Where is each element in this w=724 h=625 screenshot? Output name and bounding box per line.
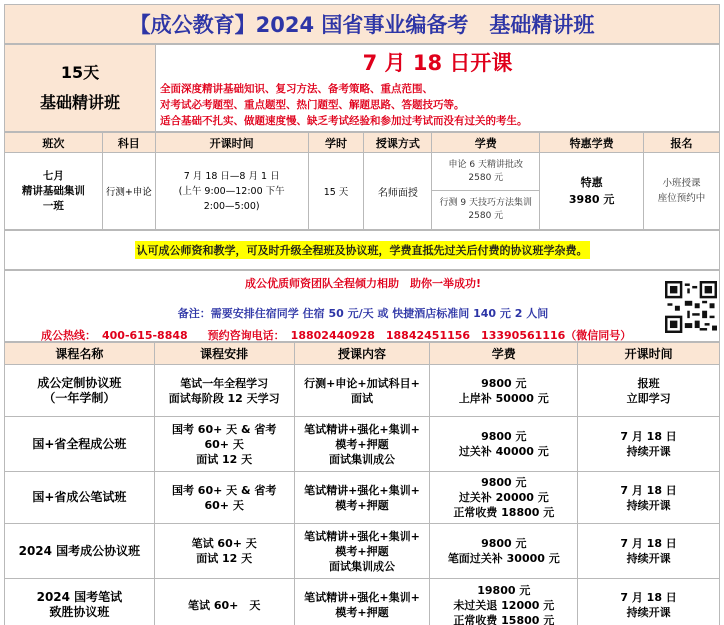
course-summary: [4, 44, 720, 132]
table-row: [5, 579, 720, 625]
course-plan-cell: 国考 60+ 天 & 省考 60+ 天: [154, 472, 294, 524]
contact-line: [41, 327, 631, 343]
course-fee-cell: 9800 元 过关补 20000 元 正常收费 18800 元: [430, 472, 578, 524]
course-name-cell: 成公定制协议班 （一年学制）: [5, 365, 155, 417]
description-line: 适合基础不扎实、做题速度慢、缺乏考试经验和参加过考试而没有过关的考生。: [160, 115, 528, 127]
fee-option: 行测 9 天技巧方法集训 2580 元: [439, 198, 532, 221]
class-cell: 七月 精讲基础集训 一班: [5, 153, 103, 230]
accommodation-note: 备注：需要安排住宿同学 住宿 50 元/天 或 快捷酒店标准间 140 元 2 人间: [177, 307, 549, 320]
consult-phones[interactable]: 18802440928 18842451156 13390561116（微信同号）: [290, 329, 632, 342]
header-cell: 学费: [432, 133, 540, 153]
course-table-header: [5, 343, 720, 365]
course-name-cell: 2024 国考笔试 致胜协议班: [5, 579, 155, 625]
class-table-header: [5, 133, 720, 153]
fee-option: 申论 6 天精讲批改 2580 元: [432, 153, 539, 191]
qr-code-icon: [665, 281, 717, 333]
table-row: [5, 417, 720, 472]
team-slogan: 成公优质师资团队全程倾力相助 助你一举成功!: [244, 277, 481, 290]
course-fee-cell: 9800 元 过关补 40000 元: [430, 417, 578, 472]
course-plan-cell: 笔试 60+ 天: [154, 579, 294, 625]
fee-cell: [432, 153, 540, 230]
hotline-number[interactable]: 400-615-8848: [102, 329, 188, 342]
course-content-cell: 笔试精讲+强化+集训+ 模考+押题 面试集训成公: [294, 524, 430, 579]
course-fee-cell: 9800 元 上岸补 50000 元: [430, 365, 578, 417]
header-cell: 授课方式: [364, 133, 432, 153]
course-start-cell: 报班 立即学习: [578, 365, 720, 417]
table-row: [5, 524, 720, 579]
consult-label: 预约咨询电话：: [207, 329, 285, 342]
course-name-cell: 国+省成公笔试班: [5, 472, 155, 524]
header-cell: 报名: [644, 133, 720, 153]
header-cell: 开课时间: [578, 343, 720, 365]
table-row: [5, 365, 720, 417]
hotline-label: 成公热线：: [41, 329, 96, 342]
course-start-cell: 7 月 18 日 持续开课: [578, 579, 720, 625]
hours-cell: 15 天: [308, 153, 364, 230]
course-summary-left: [5, 45, 156, 131]
header-cell: 课程安排: [154, 343, 294, 365]
course-name-cell: 国+省全程成公班: [5, 417, 155, 472]
header-cell: 科目: [102, 133, 155, 153]
method-cell: 名师面授: [364, 153, 432, 230]
header-cell: 学费: [430, 343, 578, 365]
notice-banner: [4, 230, 720, 270]
course-plan-cell: 笔试一年全程学习 面试每阶段 12 天学习: [154, 365, 294, 417]
time-cell: 7 月 18 日—8 月 1 日 (上午 9:00—12:00 下午 2:00—5:00): [155, 153, 308, 230]
header-cell: 课程名称: [5, 343, 155, 365]
course-start-cell: 7 月 18 日 持续开课: [578, 417, 720, 472]
special-fee-cell: 特惠 3980 元: [540, 153, 644, 230]
course-table: [4, 342, 720, 625]
course-plan-cell: 国考 60+ 天 & 省考 60+ 天 面试 12 天: [154, 417, 294, 472]
description-line: 全面深度精讲基础知识、复习方法、备考策略、重点范围、: [160, 83, 433, 95]
course-content-cell: 行测+申论+加试科目+ 面试: [294, 365, 430, 417]
course-summary-right: [156, 45, 719, 131]
course-content-cell: 笔试精讲+强化+集训+ 模考+押题 面试集训成公: [294, 417, 430, 472]
course-content-cell: 笔试精讲+强化+集训+ 模考+押题: [294, 579, 430, 625]
page-title: 【成公教育】2024 国省事业编备考 基础精讲班: [4, 4, 720, 44]
course-name: 基础精讲班: [39, 93, 120, 112]
course-start-cell: 7 月 18 日 持续开课: [578, 524, 720, 579]
notice-text: 认可成公师资和教学，可及时升级全程班及协议班，学费直抵先过关后付费的协议班学杂费。: [135, 241, 590, 259]
info-block: [4, 270, 720, 342]
start-date: 7 月 18 日开课: [362, 51, 513, 75]
header-cell: 特惠学费: [540, 133, 644, 153]
course-start-cell: 7 月 18 日 持续开课: [578, 472, 720, 524]
course-name-cell: 2024 国考成公协议班: [5, 524, 155, 579]
signup-cell: 小班授课 座位预约中: [644, 153, 720, 230]
course-fee-cell: 19800 元 未过关退 12000 元 正常收费 15800 元: [430, 579, 578, 625]
course-duration: 15天: [60, 63, 100, 82]
header-cell: 班次: [5, 133, 103, 153]
course-content-cell: 笔试精讲+强化+集训+ 模考+押题: [294, 472, 430, 524]
header-cell: 学时: [308, 133, 364, 153]
subject-cell: 行测+申论: [102, 153, 155, 230]
class-table: [4, 132, 720, 230]
course-description: [160, 81, 716, 129]
description-line: 对考试必考题型、重点题型、热门题型、解题思路、答题技巧等。: [160, 99, 465, 111]
course-fee-cell: 9800 元 笔面过关补 30000 元: [430, 524, 578, 579]
course-plan-cell: 笔试 60+ 天 面试 12 天: [154, 524, 294, 579]
table-row: [5, 153, 720, 230]
header-cell: 开课时间: [155, 133, 308, 153]
header-cell: 授课内容: [294, 343, 430, 365]
table-row: [5, 472, 720, 524]
